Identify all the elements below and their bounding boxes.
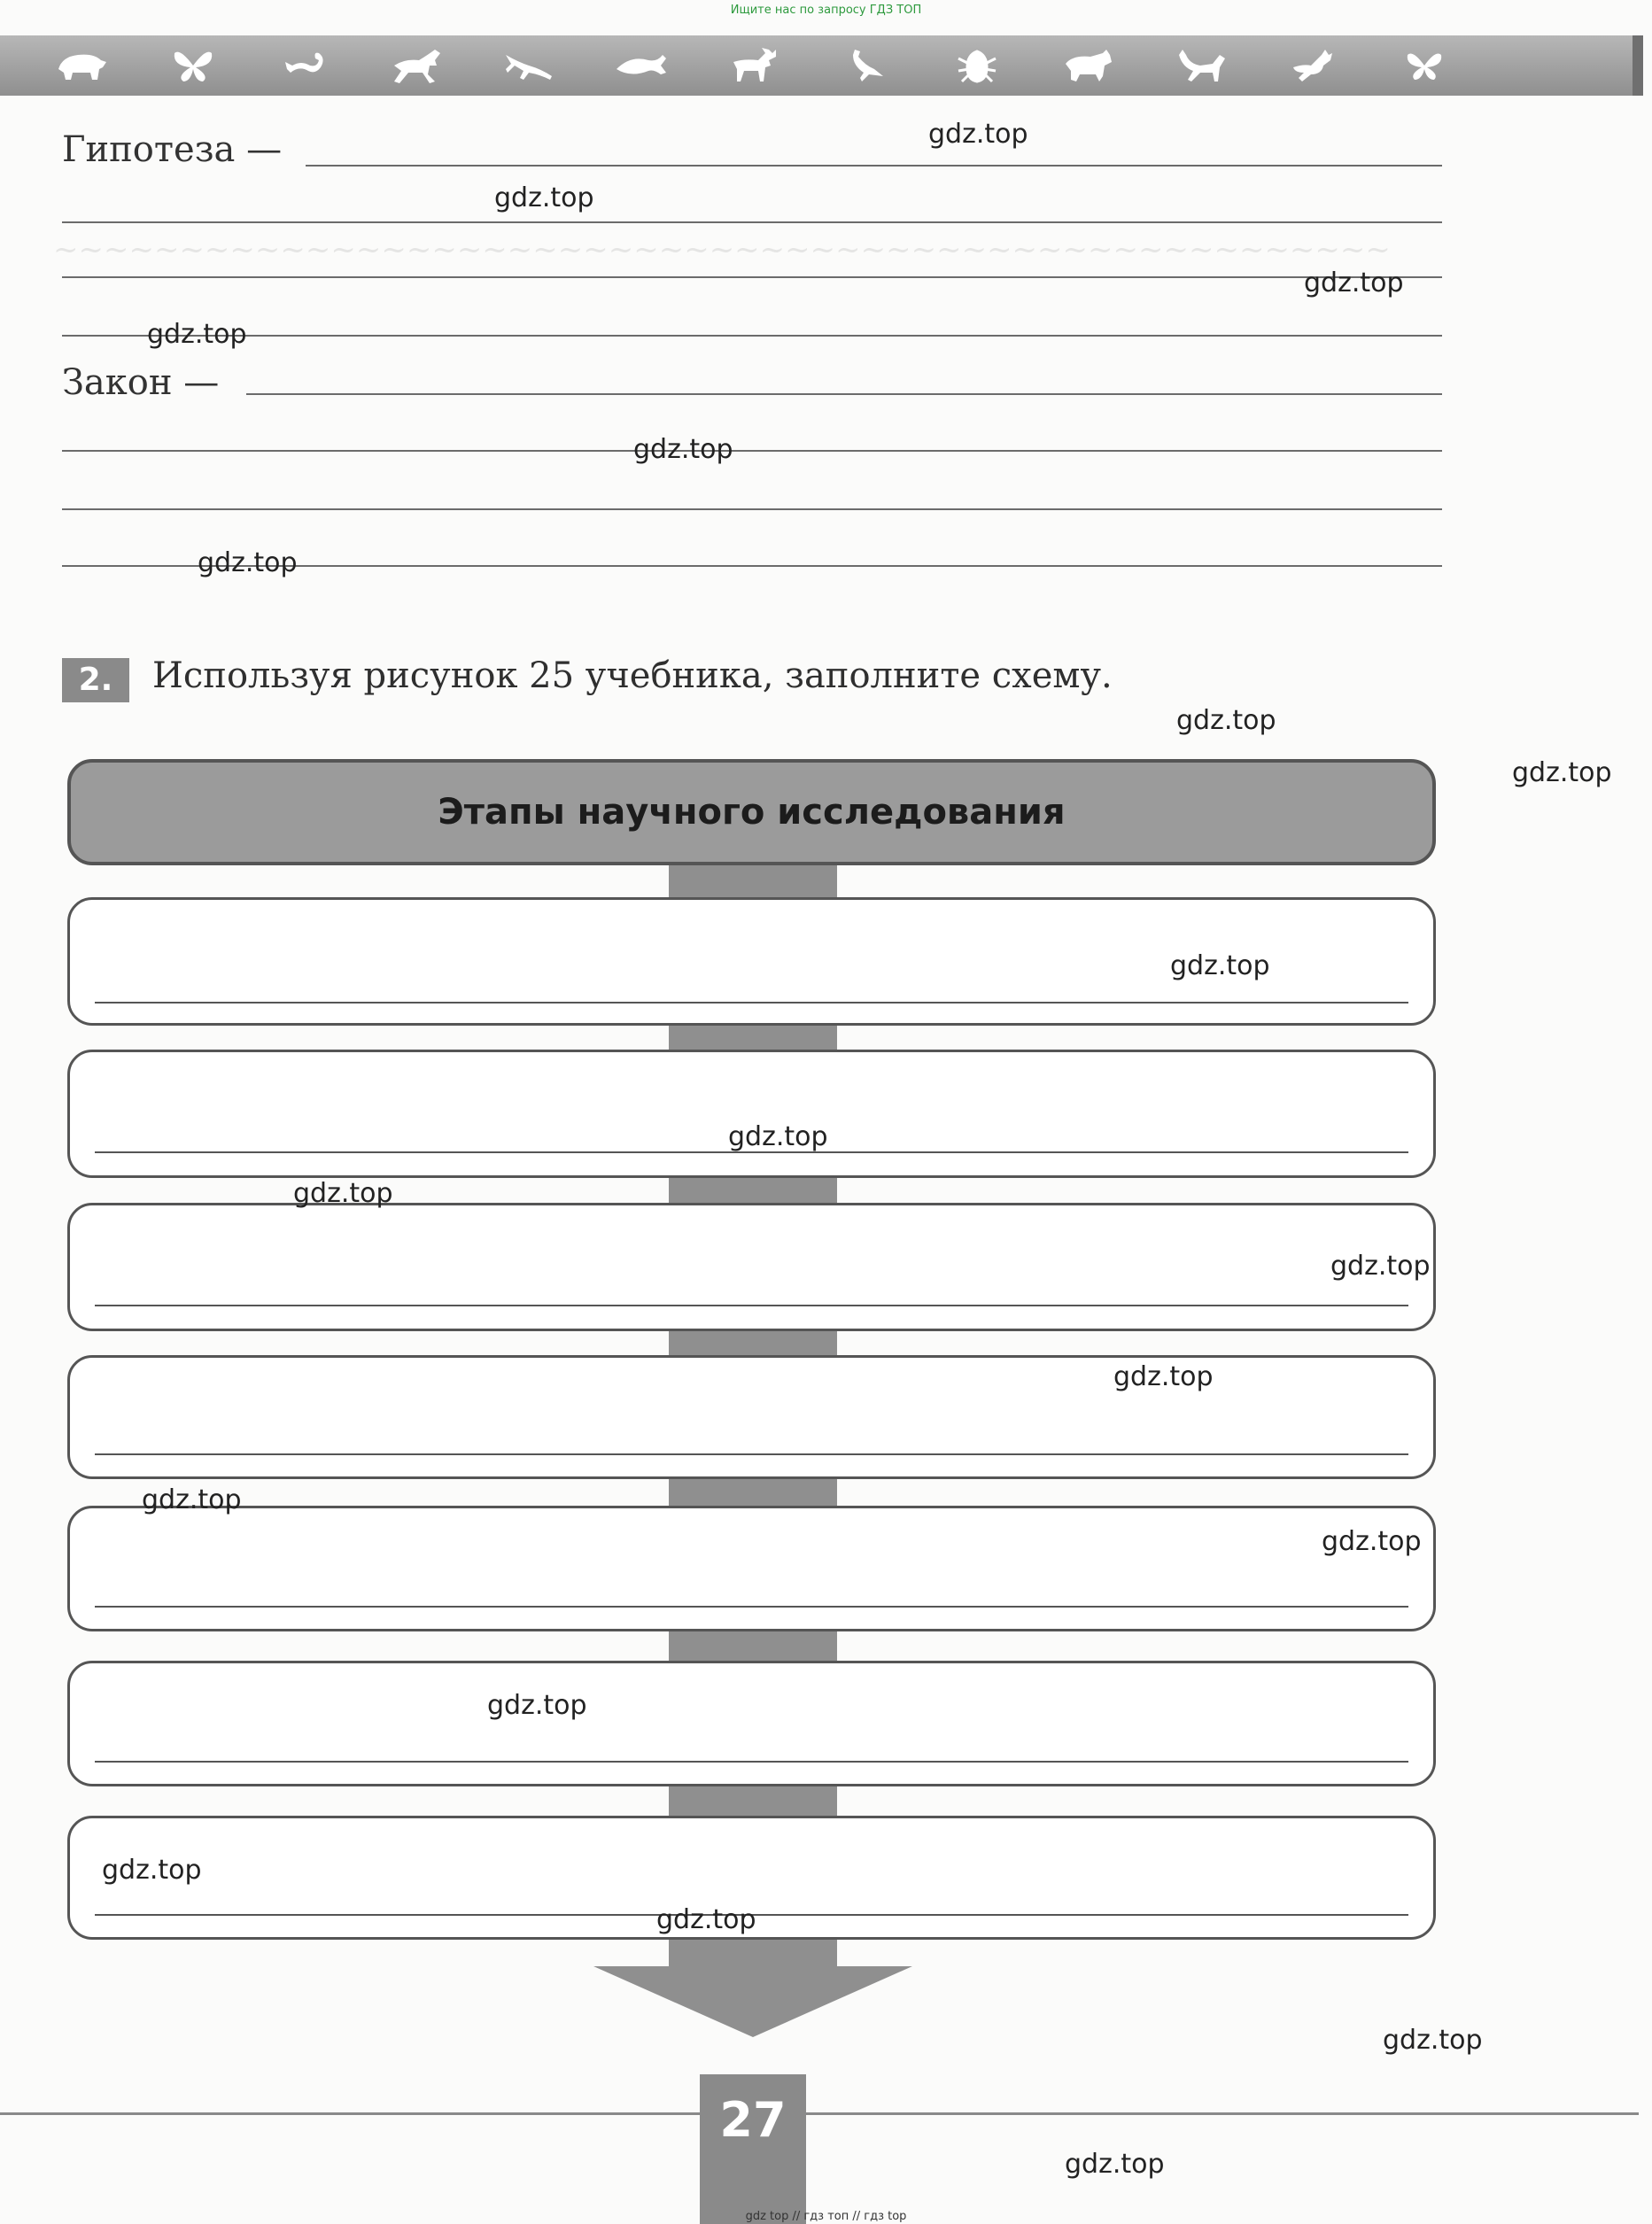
watermark: gdz.top	[728, 1121, 828, 1152]
task-instruction: Используя рисунок 25 учебника, заполните схему.	[152, 655, 1113, 696]
watermark: gdz.top	[1113, 1361, 1214, 1392]
page-number: 27	[700, 2074, 806, 2224]
boar-icon	[53, 43, 110, 89]
header-banner	[0, 35, 1643, 96]
watermark: gdz.top	[633, 434, 733, 465]
rooster-icon	[1284, 43, 1341, 89]
watermark: gdz.top	[198, 547, 298, 578]
step-line[interactable]	[95, 1761, 1408, 1763]
scheme-step-2[interactable]	[67, 1050, 1436, 1178]
watermark: gdz.top	[1065, 2149, 1165, 2180]
step-line[interactable]	[95, 1453, 1408, 1455]
task-number: 2.	[62, 658, 129, 702]
bottom-rule	[0, 2112, 1639, 2115]
watermark: gdz.top	[1383, 2025, 1483, 2056]
watermark: gdz.top	[102, 1855, 202, 1886]
hypothesis-line-3[interactable]	[62, 276, 1442, 278]
law-line-1[interactable]	[246, 393, 1442, 395]
butterfly-icon	[1396, 43, 1453, 89]
hypothesis-label: Гипотеза —	[62, 129, 283, 170]
law-label: Закон —	[62, 362, 220, 403]
horse-icon	[389, 43, 446, 89]
bird-icon	[836, 43, 893, 89]
lizard-icon	[500, 43, 557, 89]
watermark: gdz.top	[1304, 267, 1404, 298]
ghost-text: ~~~~~~~~~~~~~~~~~~~~~~~~~~~~~~~~~~~~~~~~~~~~~~~~~~~~~	[53, 232, 1391, 267]
scheme-step-6[interactable]	[67, 1661, 1436, 1786]
watermark: gdz.top	[1330, 1251, 1431, 1282]
bottom-note: gdz top // гдз топ // гдз top	[745, 2210, 907, 2223]
moose-icon	[725, 43, 781, 89]
scheme-step-4[interactable]	[67, 1355, 1436, 1479]
watermark: gdz.top	[928, 119, 1028, 150]
step-line[interactable]	[95, 1305, 1408, 1306]
butterfly-icon	[165, 43, 221, 89]
watermark: gdz.top	[1170, 950, 1270, 981]
watermark: gdz.top	[1176, 705, 1276, 736]
watermark: gdz.top	[293, 1178, 393, 1209]
watermark: gdz.top	[147, 319, 247, 350]
scheme-step-5[interactable]	[67, 1506, 1436, 1631]
bull-icon	[1060, 43, 1117, 89]
flow-arrow-head	[593, 1966, 912, 2037]
dog-icon	[1172, 43, 1229, 89]
watermark: gdz.top	[487, 1690, 587, 1721]
step-line[interactable]	[95, 1606, 1408, 1608]
watermark: gdz.top	[494, 182, 594, 213]
beetle-icon	[949, 43, 1005, 89]
step-line[interactable]	[95, 1002, 1408, 1004]
scorpion-icon	[277, 43, 334, 89]
hypothesis-line-4[interactable]	[62, 335, 1442, 337]
hypothesis-line-2[interactable]	[62, 221, 1442, 223]
law-line-3[interactable]	[62, 508, 1442, 510]
top-note: Ищите нас по запросу ГДЗ ТОП	[730, 4, 922, 17]
watermark: gdz.top	[1512, 757, 1612, 788]
scheme-step-3[interactable]	[67, 1203, 1436, 1331]
hypothesis-line-1[interactable]	[306, 165, 1442, 167]
scheme-title: Этапы научного исследования	[438, 792, 1066, 833]
watermark: gdz.top	[142, 1484, 242, 1515]
law-line-2[interactable]	[62, 450, 1442, 452]
watermark: gdz.top	[656, 1904, 756, 1935]
watermark: gdz.top	[1322, 1526, 1422, 1557]
animal-icons	[53, 41, 1453, 90]
fish-icon	[613, 43, 670, 89]
banner-edge	[1633, 35, 1643, 96]
scheme-title-box	[67, 759, 1436, 865]
